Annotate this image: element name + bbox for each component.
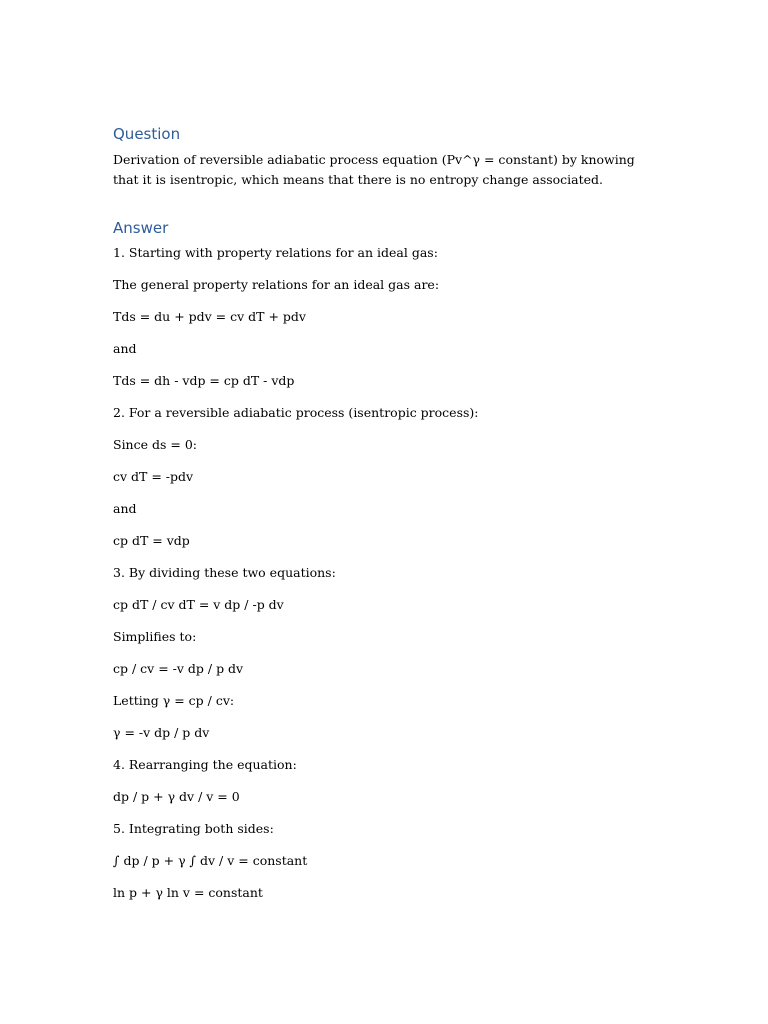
equation-line: ln p + γ ln v = constant [113, 885, 263, 900]
equation-line: dp / p + γ dv / v = 0 [113, 789, 240, 804]
document-page [113, 0, 673, 1024]
answer-step-5: 5. Integrating both sides: [113, 821, 274, 836]
equation-line: Tds = du + pdv = cv dT + pdv [113, 309, 306, 324]
question-heading: Question [113, 125, 181, 143]
answer-line: and [113, 341, 137, 356]
equation-line: cp / cv = -v dp / p dv [113, 661, 244, 676]
answer-line: Simplifies to: [113, 629, 197, 644]
answer-step-3: 3. By dividing these two equations: [113, 565, 336, 580]
equation-line: cp dT / cv dT = v dp / -p dv [113, 597, 284, 612]
answer-step-1: 1. Starting with property relations for an ideal gas: [113, 245, 438, 260]
answer-line: and [113, 501, 137, 516]
equation-line: Tds = dh - vdp = cp dT - vdp [113, 373, 295, 388]
answer-step-2: 2. For a reversible adiabatic process (isentropic process): [113, 405, 479, 420]
question-text: Derivation of reversible adiabatic process equation (Pv^γ = constant) by knowing that it is isentropic, which means that there is no entropy change associated. [113, 152, 635, 187]
equation-line: ∫ dp / p + γ ∫ dv / v = constant [113, 853, 308, 868]
answer-step-4: 4. Rearranging the equation: [113, 757, 297, 772]
equation-line: cv dT = -pdv [113, 469, 194, 484]
answer-line: Letting γ = cp / cv: [113, 693, 235, 708]
answer-heading: Answer [113, 219, 169, 237]
answer-line: The general property relations for an ideal gas are: [113, 277, 440, 292]
answer-line: Since ds = 0: [113, 437, 197, 452]
equation-line: cp dT = vdp [113, 533, 190, 548]
equation-line: γ = -v dp / p dv [113, 725, 210, 740]
